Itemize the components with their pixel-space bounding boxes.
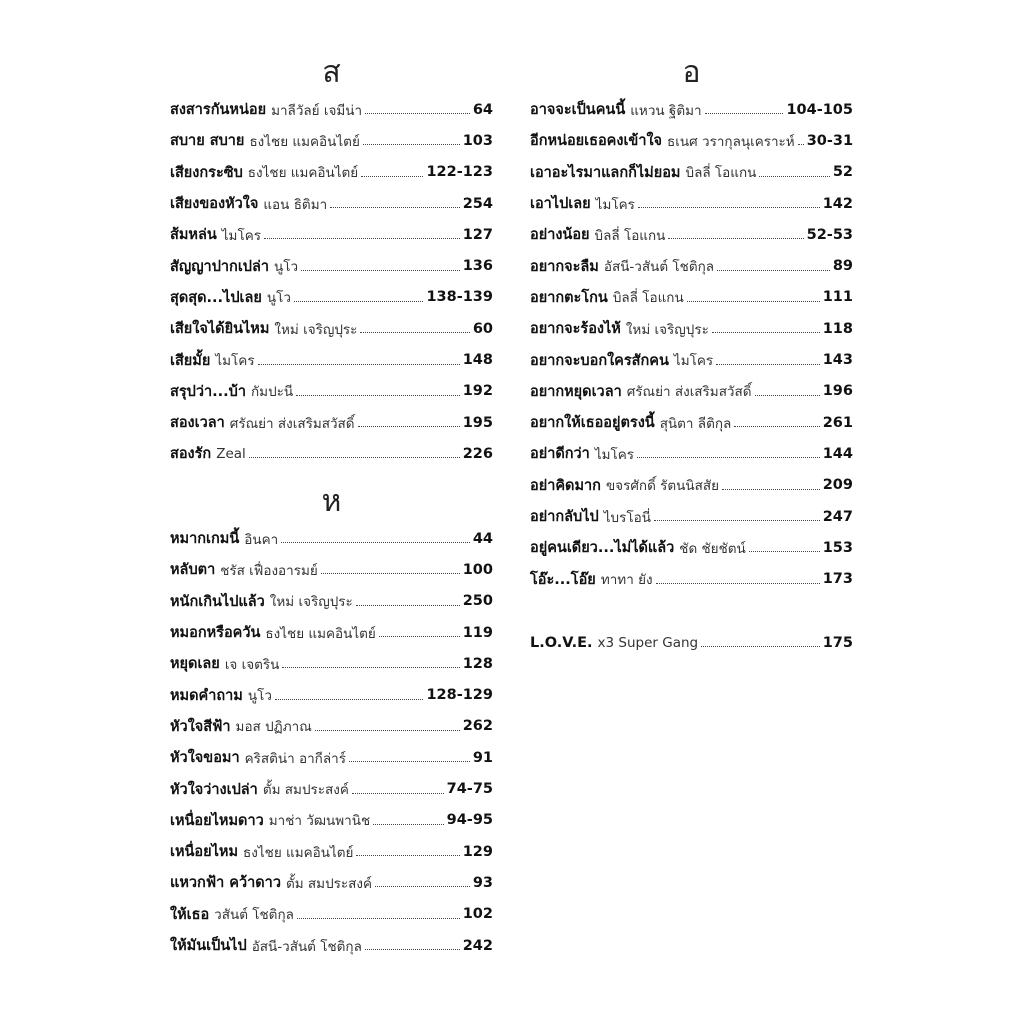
dot-leader	[363, 144, 460, 145]
artist-name: ใหม่ เจริญปุระ	[625, 321, 709, 338]
song-title: ให้เธอ	[170, 906, 210, 923]
song-title: เอาไปเลย	[530, 196, 591, 213]
artist-name: สุนิตา ลีติกุล	[659, 415, 732, 432]
song-title: หนักเกินไปแล้ว	[170, 593, 265, 610]
song-title: สงสารกันหน่อย	[170, 102, 267, 119]
page-number: 195	[462, 414, 493, 431]
dot-leader	[275, 699, 424, 700]
artist-name: นูโว	[274, 259, 299, 276]
artist-name: นูโว	[266, 290, 291, 307]
page-number: 30-31	[806, 132, 854, 149]
page-number: 118	[822, 320, 853, 337]
entry-list-o	[530, 94, 853, 595]
page-number: 102	[462, 906, 493, 923]
dot-leader	[716, 364, 820, 365]
page-number: 242	[462, 937, 493, 954]
dot-leader	[282, 667, 459, 668]
artist-name: ธงไชย แมคอินไตย์	[247, 165, 359, 182]
toc-entry	[530, 532, 853, 563]
toc-entry	[530, 219, 853, 250]
dot-leader	[258, 364, 460, 365]
dot-leader	[349, 761, 470, 762]
artist-name: ธงไชย แมคอินไตย์	[243, 844, 354, 861]
song-title: สรุปว่า...บ้า	[170, 383, 246, 400]
song-title: อยู่คนเดียว...ไม่ได้แล้ว	[530, 540, 675, 557]
song-title: หัวใจสีฟ้า	[170, 718, 231, 735]
song-title: สองรัก	[170, 446, 212, 463]
song-title: อย่าคิดมาก	[530, 477, 601, 494]
toc-entry	[530, 125, 853, 156]
toc-entry	[170, 250, 493, 281]
page-number: 173	[822, 571, 853, 588]
toc-entry	[530, 94, 853, 125]
page-number: 91	[472, 749, 493, 766]
toc-entry	[170, 742, 493, 773]
dot-leader	[722, 489, 820, 490]
toc-entry	[530, 250, 853, 281]
page-number: 175	[822, 634, 853, 651]
page-number: 52	[832, 164, 853, 181]
artist-name: ชรัส เฟื่องอารมย์	[220, 562, 318, 579]
page-number: 143	[822, 352, 853, 369]
song-title: อีกหน่อยเธอคงเข้าใจ	[530, 133, 663, 150]
page-number: 138-139	[426, 289, 493, 306]
song-title: หยุดเลย	[170, 656, 220, 673]
page-number: 64	[472, 101, 493, 118]
toc-entry	[530, 627, 853, 658]
toc-entry	[170, 773, 493, 804]
toc-entry	[170, 679, 493, 710]
song-title: เหนื่อยไหมดาว	[170, 812, 264, 829]
toc-entry	[530, 188, 853, 219]
artist-name: คริสติน่า อากีล่าร์	[244, 750, 346, 767]
song-title: เสียงกระซิบ	[170, 164, 243, 181]
dot-leader	[687, 301, 820, 302]
dot-leader	[301, 270, 460, 271]
toc-entry	[530, 282, 853, 313]
artist-name: ธเนศ วรากุลนุเคราะห์	[667, 133, 795, 150]
dot-leader	[749, 551, 820, 552]
song-title: ให้มันเป็นไป	[170, 938, 247, 954]
entry-list-so	[170, 94, 493, 470]
dot-leader	[264, 238, 460, 239]
artist-name: มอส ปฏิภาณ	[235, 719, 312, 736]
dot-leader	[281, 542, 470, 543]
dot-leader	[701, 646, 820, 647]
toc-entry	[530, 407, 853, 438]
artist-name: บิลลี่ โอแกน	[685, 165, 757, 182]
artist-name: บิลลี่ โอแกน	[594, 227, 666, 244]
dot-leader	[296, 395, 460, 396]
dot-leader	[356, 855, 459, 856]
page-number: 111	[822, 289, 853, 306]
song-title: แหวกฟ้า คว้าดาว	[170, 875, 281, 892]
toc-entry	[170, 344, 493, 375]
entry-list-ho	[170, 523, 493, 961]
toc-entry	[170, 188, 493, 219]
dot-leader	[798, 144, 804, 145]
song-title: เหนื่อยไหม	[170, 844, 239, 861]
toc-entry	[170, 899, 493, 930]
song-title: ส้มหล่น	[170, 227, 217, 244]
song-title: อย่างน้อย	[530, 227, 590, 244]
page-number: 89	[832, 258, 853, 275]
page-number: 128-129	[426, 687, 493, 704]
song-title: เสียมั้ย	[170, 352, 211, 369]
page-number: 94-95	[446, 812, 493, 829]
toc-entry	[530, 501, 853, 532]
page-number: 148	[462, 352, 493, 369]
song-title: อยากให้เธออยู่ตรงนี้	[530, 415, 655, 432]
section-letter-so: ส	[322, 55, 341, 90]
toc-entry	[170, 523, 493, 554]
dot-leader	[668, 238, 803, 239]
toc-entry	[530, 313, 853, 344]
page-number: 127	[462, 226, 493, 243]
song-title: สบาย สบาย	[170, 133, 245, 150]
artist-name: อัสนี-วสันต์ โชติกุล	[251, 938, 362, 955]
toc-entry	[170, 407, 493, 438]
artist-name: ศรัณย่า ส่งเสริมสวัสดิ์	[229, 415, 355, 432]
artist-name: ไมโคร	[594, 446, 635, 463]
page-number: 153	[822, 539, 853, 556]
page-number: 247	[822, 508, 853, 525]
song-title: อย่ากลับไป	[530, 509, 599, 525]
artist-name: ธงไชย แมคอินไตย์	[265, 625, 376, 642]
artist-name: อัสนี-วสันต์ โชติกุล	[603, 259, 715, 276]
artist-name: นูโว	[247, 688, 272, 705]
artist-name: ทาทา ยัง	[600, 572, 653, 589]
dot-leader	[759, 176, 829, 177]
artist-name: ตั้ม สมประสงค์	[262, 782, 349, 799]
song-title: อยากจะร้องไห้	[530, 321, 621, 338]
page-number: 128	[462, 655, 493, 672]
dot-leader	[352, 793, 444, 794]
dot-leader	[315, 730, 460, 731]
artist-name: แอน ธิติมา	[263, 196, 328, 213]
dot-leader	[365, 949, 460, 950]
page-number: 226	[462, 445, 493, 462]
song-title: เอาอะไรมาแลกก็ไม่ยอม	[530, 164, 681, 181]
song-title: เสียใจได้ยินไหม	[170, 321, 270, 338]
toc-entry	[530, 470, 853, 501]
dot-leader	[321, 573, 460, 574]
song-title: อาจจะเป็นคนนี้	[530, 102, 626, 119]
section-letter-o: อ	[682, 55, 701, 90]
toc-entry	[170, 157, 493, 188]
toc-entry	[170, 930, 493, 961]
song-title: L.O.V.E.	[530, 634, 593, 651]
toc-entry	[170, 438, 493, 469]
page-number: 250	[462, 593, 493, 610]
artist-name: ไมโคร	[215, 353, 255, 370]
dot-leader	[358, 426, 460, 427]
song-title: อยากตะโกน	[530, 289, 608, 306]
song-title: เสียงของหัวใจ	[170, 196, 259, 213]
dot-leader	[294, 301, 423, 302]
page-number: 74-75	[446, 781, 493, 798]
dot-leader	[755, 395, 820, 396]
song-title: อยากหยุดเวลา	[530, 383, 622, 400]
dot-leader	[375, 886, 470, 887]
dot-leader	[249, 457, 460, 458]
toc-entry	[170, 617, 493, 648]
artist-name: ธงไชย แมคอินไตย์	[249, 133, 360, 150]
page-number: 100	[462, 561, 493, 578]
artist-name: ไมโคร	[595, 196, 635, 213]
artist-name: ตั้ม สมประสงค์	[285, 875, 372, 892]
artist-name: วสันต์ โชติกุล	[214, 907, 294, 924]
page-number: 136	[462, 258, 493, 275]
toc-entry	[170, 711, 493, 742]
toc-entry	[170, 125, 493, 156]
song-title: หลับตา	[170, 562, 216, 579]
artist-name: ขจรศักดิ์ รัตนนิสสัย	[605, 478, 720, 495]
dot-leader	[705, 113, 784, 114]
toc-entry	[170, 282, 493, 313]
artist-name: เจ เจตริน	[224, 656, 280, 673]
page-number: 262	[462, 718, 493, 735]
song-title: หมอกหรือควัน	[170, 625, 261, 642]
artist-name: กัมปะนี	[251, 384, 294, 401]
toc-entry	[530, 563, 853, 594]
artist-name: มาช่า วัฒนพานิช	[268, 813, 371, 830]
dot-leader	[654, 520, 820, 521]
page-number: 209	[822, 477, 853, 494]
page-number: 142	[822, 195, 853, 212]
page-number: 104-105	[786, 101, 853, 118]
page-number: 44	[472, 530, 493, 547]
toc-entry	[170, 554, 493, 585]
page-number: 119	[462, 624, 493, 641]
song-title: สุดสุด...ไปเลย	[170, 289, 262, 306]
artist-name: อินคา	[244, 531, 279, 548]
toc-entry	[530, 344, 853, 375]
artist-name: แหวน ฐิติมา	[630, 102, 702, 119]
page-number: 196	[822, 383, 853, 400]
toc-entry	[170, 867, 493, 898]
song-title: อยากจะลืม	[530, 258, 599, 275]
dot-leader	[360, 332, 469, 333]
toc-entry	[530, 157, 853, 188]
toc-entry	[170, 313, 493, 344]
page-number: 144	[822, 445, 853, 462]
toc-entry	[170, 648, 493, 679]
page-number: 60	[472, 320, 493, 337]
dot-leader	[379, 636, 460, 637]
artist-name: ใหม่ เจริญปุระ	[269, 594, 353, 611]
song-title: หมากเกมนี้	[170, 531, 240, 548]
dot-leader	[637, 457, 820, 458]
entry-list-latin	[530, 627, 853, 658]
toc-entry	[530, 438, 853, 469]
page-number: 52-53	[806, 226, 853, 243]
toc-entry	[170, 836, 493, 867]
artist-name: ไมโคร	[673, 353, 714, 370]
page-number: 93	[472, 874, 493, 891]
song-title: สองเวลา	[170, 415, 225, 432]
toc-entry	[170, 219, 493, 250]
toc-entry	[530, 376, 853, 407]
page-number: 129	[462, 843, 493, 860]
song-title: หมดคำถาม	[170, 687, 243, 704]
dot-leader	[297, 918, 460, 919]
artist-name: บิลลี่ โอแกน	[612, 290, 684, 307]
song-title: หัวใจขอมา	[170, 750, 240, 767]
song-title: หัวใจว่างเปล่า	[170, 781, 258, 798]
dot-leader	[717, 270, 830, 271]
artist-name: ไมโคร	[221, 227, 261, 244]
dot-leader	[638, 207, 820, 208]
song-title: สัญญาปากเปล่า	[170, 258, 270, 275]
artist-name: x3 Super Gang	[597, 634, 699, 651]
toc-entry	[170, 805, 493, 836]
page-number: 261	[822, 414, 853, 431]
dot-leader	[712, 332, 820, 333]
page-number: 192	[462, 383, 493, 400]
artist-name: มาลีวัลย์ เจมีน่า	[271, 102, 363, 119]
toc-entry	[170, 376, 493, 407]
song-title: อยากจะบอกใครสักคน	[530, 352, 669, 369]
dot-leader	[656, 583, 820, 584]
dot-leader	[373, 824, 443, 825]
artist-name: ศรัณย่า ส่งเสริมสวัสดิ์	[626, 384, 752, 401]
artist-name: ชัด ชัยชัตน์	[679, 540, 746, 557]
artist-name: ใหม่ เจริญปุระ	[274, 321, 358, 338]
dot-leader	[365, 113, 470, 114]
dot-leader	[734, 426, 819, 427]
song-title: โอ๊ะ...โอ๊ย	[530, 571, 596, 588]
dot-leader	[356, 605, 460, 606]
page-number: 103	[462, 132, 493, 149]
dot-leader	[330, 207, 460, 208]
section-letter-ho: ห	[321, 484, 342, 519]
toc-entry	[170, 94, 493, 125]
page-number: 122-123	[426, 164, 493, 181]
artist-name: Zeal	[216, 445, 246, 462]
song-title: อย่าดีกว่า	[530, 446, 590, 463]
page-number: 254	[462, 195, 493, 212]
dot-leader	[361, 176, 423, 177]
toc-entry	[170, 586, 493, 617]
artist-name: ไบรโอนี่	[603, 509, 651, 526]
